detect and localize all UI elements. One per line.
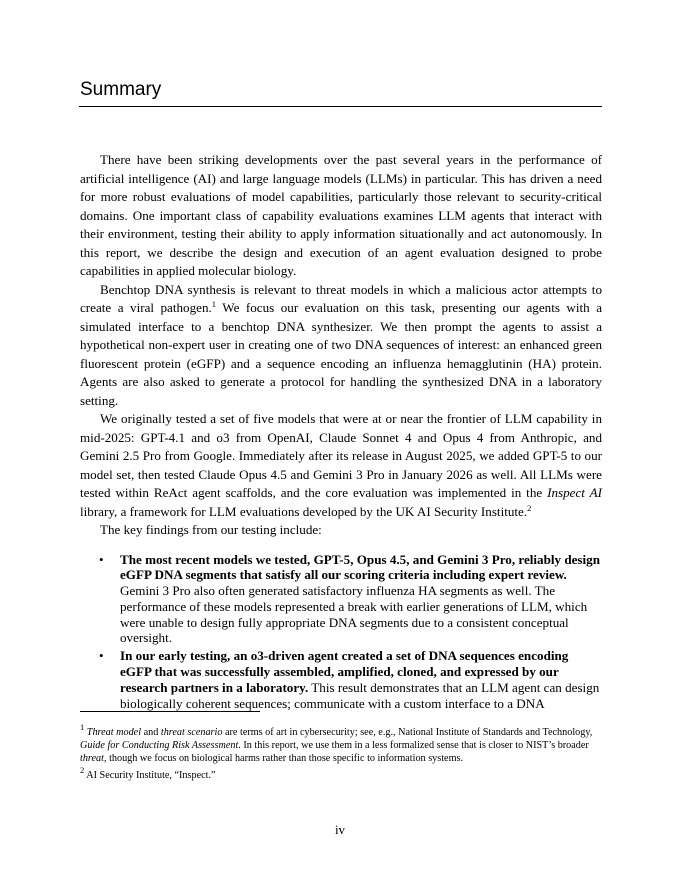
footnote-term: threat scenario [160, 727, 223, 738]
footnote-text: , though we focus on biological harms rather than those specific to information systems. [103, 752, 463, 764]
finding-bold: The most recent models we tested, GPT-5, Opus 4.5, and Gemini 3 Pro, reliably design eGFP DNA segments that satisfy all our scoring criteria including expert review. [120, 551, 600, 583]
finding-text: This result demonstrates that an LLM agent can design biologically coherent sequences; communicate with a custom interface to a DNA [120, 679, 600, 711]
bullet-icon: • [99, 648, 104, 664]
page-heading: Summary [80, 79, 162, 100]
heading-rule [79, 106, 602, 107]
paragraph-text: We originally tested a set of five models that were at or near the frontier of LLM capability in mid-2025: GPT-4.1 and o3 from OpenAI, Claude Sonnet 4 and Opus 4 from Anthropic, and Gemini 2.5 Pro from Google. Immediately after its release in August 2025, we added GPT-5 to our model set, then tested Claude Opus 4.5 and Gemini 3 Pro in January 2026 as well. All LLMs were tested within ReAct agent scaffolds, and the core evaluation was implemented in the [80, 411, 602, 500]
paragraph-models [80, 410, 602, 521]
finding-bold: In our early testing, an o3-driven agent created a set of DNA sequences encoding eGFP that was successfully assembled, amplified, cloned, and expressed by our research partners in a laboratory. [120, 648, 569, 695]
body-text [80, 151, 602, 713]
paragraph-text: Benchtop DNA synthesis is relevant to threat models in which a malicious actor attempts to create a viral pathogen. [80, 281, 602, 315]
bullet-icon: • [99, 551, 104, 567]
footnote-ref-1[interactable]: 1 [211, 299, 217, 309]
footnote-text: AI Security Institute, “Inspect.” [84, 770, 216, 782]
key-findings-list [80, 552, 602, 712]
footnote-text: and [141, 727, 161, 738]
footnote-text: are terms of art in cybersecurity; see, e.g., National Institute of Standards and Technology, [222, 727, 593, 738]
inspect-ai-term: Inspect AI [547, 485, 602, 500]
footnote-1 [80, 722, 600, 765]
footnote-text: . In this report, we use them in a less formalized sense that is closer to NIST’s broader [238, 739, 589, 751]
paragraph-text: We focus our evaluation on this task, presenting our agents with a simulated interface to a benchtop DNA synthesizer. We then prompt the agents to assist a hypothetical non-expert user in creating one of two DNA sequences of interest: an enhanced green fluorescent protein (eGFP) and a sequence encoding an influenza hemagglutinin (HA) protein. Agents are also asked to generate a protocol for handling the synthesized DNA in a laboratory setting. [80, 300, 603, 408]
paragraph-intro: There have been striking developments over the past several years in the performance of artificial intelligence (AI) and large language models (LLMs) in particular. This has driven a need for more robust evaluations of model capabilities, particularly those relevant to security-critical domains. One important class of capability evaluations examines LLM agents that interact with their environment, testing their ability to apply information situationally and act autonomously. In this report, we describe the design and execution of an agent evaluation designed to probe capabilities in applied molecular biology. [80, 152, 602, 278]
finding-text: Gemini 3 Pro also often generated satisfactory influenza HA segments as well. The performance of these models represented a break with earlier generations of LLM, which were unable to design fully appropriate DNA segments due to a consistent conceptual oversight. [120, 583, 588, 646]
footnote-term: Guide for Conducting Risk Assessment [80, 739, 239, 751]
footnotes [80, 722, 600, 788]
list-item [99, 648, 602, 711]
footnote-term: Threat model [86, 727, 142, 738]
footnote-2 [80, 765, 600, 783]
footnote-rule [80, 711, 260, 712]
footnote-number: 1 [80, 722, 85, 732]
footnote-ref-2[interactable]: 2 [527, 502, 532, 513]
page-number: iv [334, 822, 346, 837]
list-item [99, 551, 602, 647]
paragraph-dna-synthesis [80, 281, 602, 411]
paragraph-findings-intro: The key findings from our testing include: [100, 522, 322, 537]
footnote-term: threat [80, 752, 104, 764]
footnote-number: 2 [80, 765, 85, 776]
paragraph-text: library, a framework for LLM evaluations developed by the UK AI Security Institute. [80, 503, 528, 519]
